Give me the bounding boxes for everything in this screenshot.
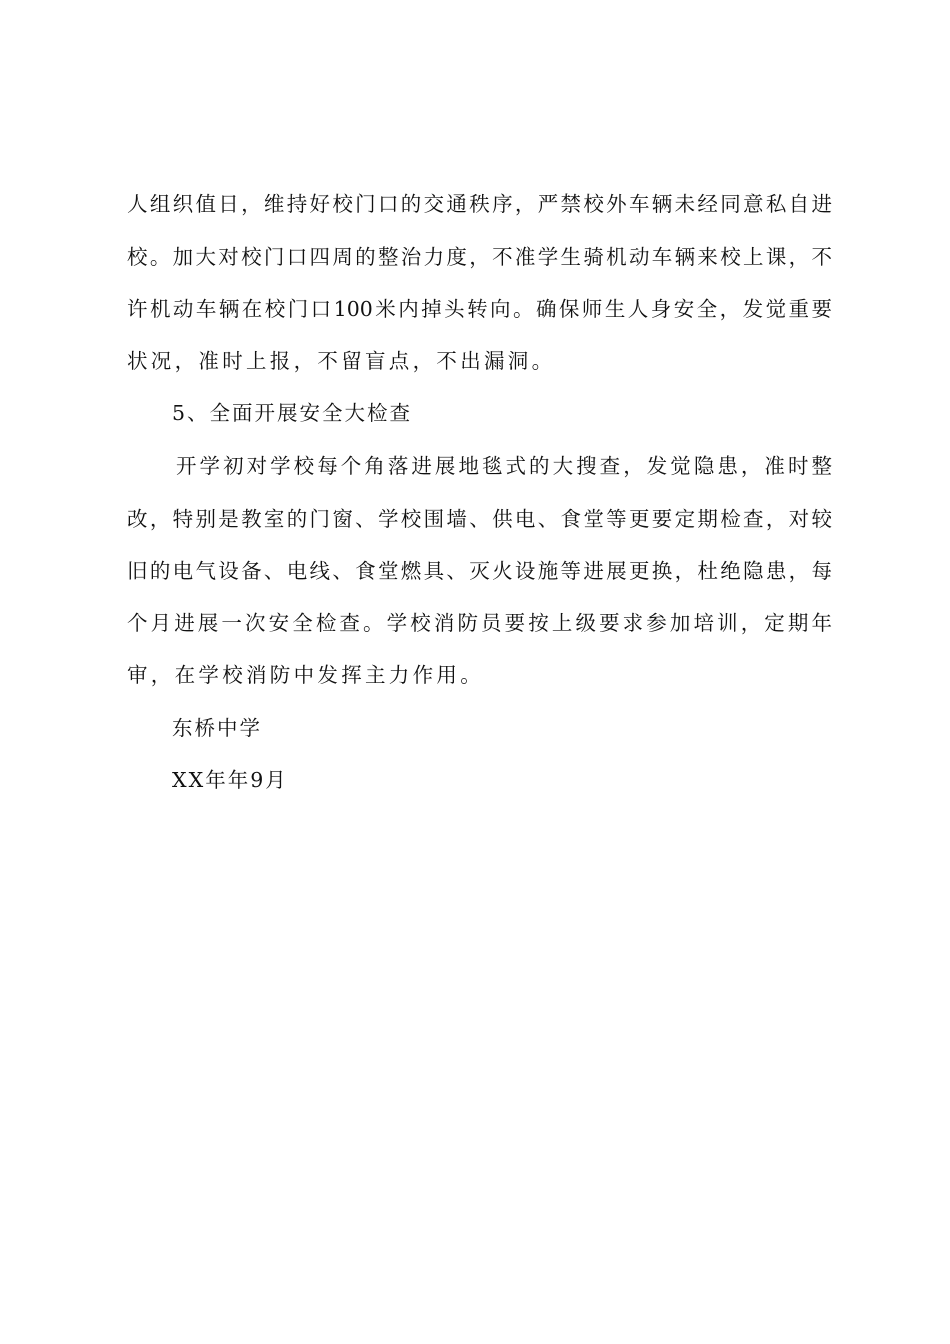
paragraph-1-line-4: 状况，准时上报，不留盲点，不出漏洞。: [127, 349, 556, 373]
paragraph-2-line-5: 审，在学校消防中发挥主力作用。: [127, 663, 484, 687]
signature-org: 东桥中学: [172, 716, 262, 740]
paragraph-2-line-3: 旧的电气设备、电线、食堂燃具、灭火设施等进展更换，杜绝隐患，每: [127, 559, 832, 583]
paragraph-1-line-2: 校。加大对校门口四周的整治力度，不准学生骑机动车辆来校上课，不: [127, 245, 832, 269]
paragraph-2-line-4: 个月进展一次安全检查。学校消防员要按上级要求参加培训，定期年: [127, 611, 832, 635]
paragraph-1-line-1: 人组织值日，维持好校门口的交通秩序，严禁校外车辆未经同意私自进: [127, 192, 832, 216]
section-heading: 5、全面开展安全大检查: [172, 401, 413, 425]
paragraph-1-line-3: 许机动车辆在校门口100米内掉头转向。确保师生人身安全，发觉重要: [127, 297, 832, 321]
signature-date: XX年年9月: [172, 768, 288, 792]
paragraph-2-line-2: 改，特别是教室的门窗、学校围墙、供电、食堂等更要定期检查，对较: [127, 507, 832, 531]
paragraph-2-line-1: 开学初对学校每个角落进展地毯式的大搜查，发觉隐患，准时整: [176, 454, 832, 478]
